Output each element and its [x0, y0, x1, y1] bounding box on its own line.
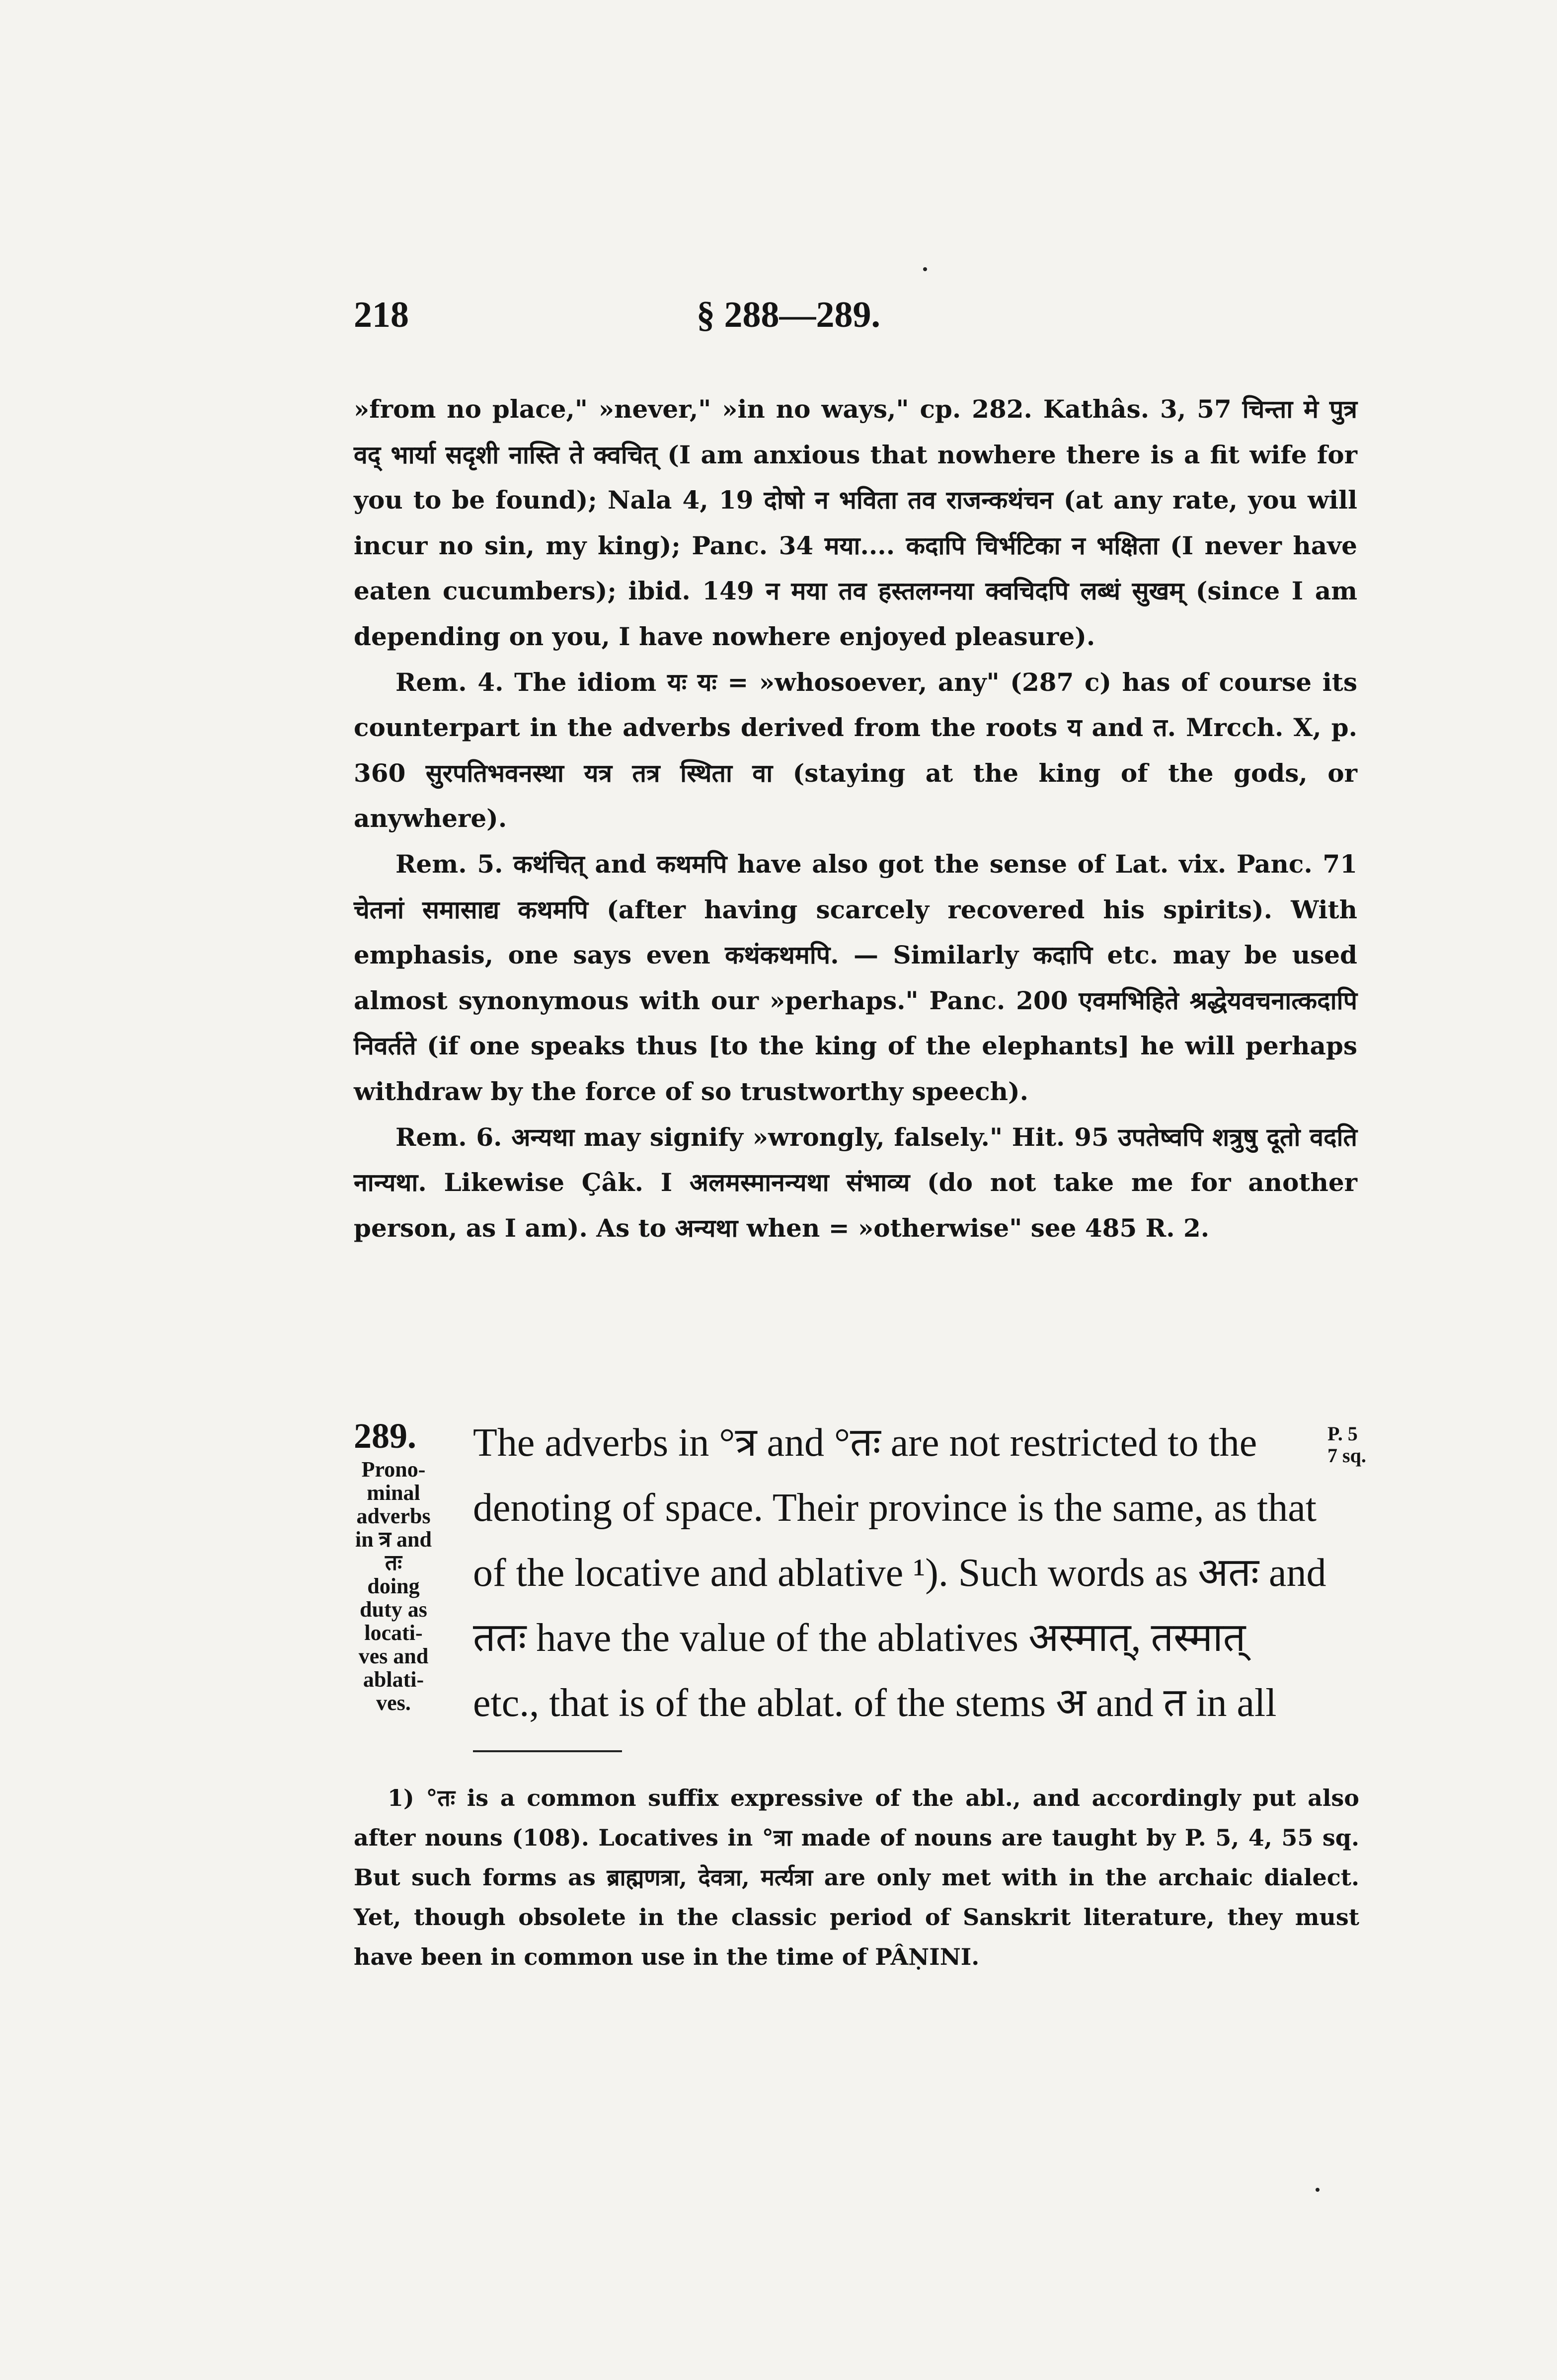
margin-note-line: Prono- — [361, 1457, 426, 1482]
footnote-text: 1) °तः is a common suffix expressive of the abl., and accordingly put also after nouns (108). Locatives in °त्रा made of nouns are taught by P. 5, 4, 55 sq. But such forms as ब्राह्मणत्रा, देवत्रा, मर्त्यत्रा are only met with in the archaic dialect. Yet, though obsolete in the classic period of Sanskrit literature, they must have been in common use in the time of PÂṆINI. — [354, 1785, 1359, 1970]
section-number: 289. — [354, 1416, 416, 1456]
body-line: denoting of space. Their province is the same, as that — [473, 1486, 1317, 1530]
running-header — [354, 294, 1149, 339]
margin-note-line: locati- — [364, 1621, 423, 1645]
margin-note-line: duty as — [360, 1597, 427, 1622]
margin-note-line: ablati- — [363, 1667, 424, 1692]
margin-note — [354, 1458, 433, 1714]
body-line: of the locative and ablative ¹). Such words as अतः and — [473, 1551, 1326, 1595]
section-range: § 288—289. — [697, 295, 880, 335]
margin-note-line: in त्र and — [355, 1527, 432, 1552]
body-line: The adverbs in °त्र and °तः are not restricted to the — [473, 1421, 1257, 1465]
print-speck — [923, 267, 927, 271]
footnote — [354, 1778, 1359, 1977]
continued-paragraph: »from no place," »never," »in no ways," cp. 282. Kathâs. 3, 57 चिन्ता मे पुत्र वद् भार्या सदृशी नास्ति ते क्वचित् (I am anxious that nowhere there is a fit wife for you to be found); Nala 4, 19 दोषो न भविता तव राजन्कथंचन (at any rate, you will incur no sin, my king); Panc. 34 मया.... कदापि चिर्भटिका न भक्षिता (I never have eaten cucumbers); ibid. 149 न मया तव हस्तलग्नया क्वचिदपि लब्धं सुखम् (since I am depending on you, I have nowhere enjoyed pleasure). — [354, 394, 1357, 651]
body-line: ततः have the value of the ablatives अस्मात्, तस्मात् — [473, 1616, 1246, 1660]
remark-6: Rem. 6. अन्यथा may signify »wrongly, falsely." Hit. 95 उपतेष्वपि शत्रुषु दूतो वदति नान्यथा. Likewise Çâk. I अलमस्मानन्यथा संभाव्य (do not take me for another person, as I am). As to अन्यथा when = »otherwise" see 485 R. 2. — [354, 1122, 1357, 1243]
margin-note-line: तः — [385, 1551, 402, 1575]
margin-ref-line: 7 sq. — [1327, 1444, 1366, 1467]
section-289-body — [473, 1411, 1367, 1736]
margin-note-line: minal — [367, 1481, 420, 1505]
margin-note-line: doing — [367, 1574, 420, 1598]
remark-5: Rem. 5. कथंचित् and कथमपि have also got the sense of Lat. vix. Panc. 71 चेतनां समासाद्य कथमपि (after having scarcely recovered his spirits). With emphasis, one says even कथंकथमपि. — Similarly कदापि etc. may be used almost synonymous with our »perhaps." Panc. 200 एवमभिहिते श्रद्धेयवचनात्कदापि निवर्तते (if one speaks thus [to the king of the elephants] he will perhaps withdraw by the force of so trustworthy speech). — [354, 849, 1357, 1106]
page-number: 218 — [354, 295, 409, 335]
right-margin-reference — [1327, 1423, 1366, 1467]
margin-ref-line: P. 5 — [1327, 1422, 1358, 1445]
margin-note-line: adverbs — [356, 1504, 431, 1528]
footnote-rule — [473, 1750, 622, 1752]
margin-note-line: ves. — [376, 1691, 411, 1715]
margin-note-line: ves and — [358, 1644, 429, 1668]
print-speck — [1316, 2188, 1320, 2192]
body-line: etc., that is of the ablat. of the stems अ and त in all — [473, 1681, 1277, 1725]
remark-4: Rem. 4. The idiom यः यः = »whosoever, any" (287 c) has of course its counterpart in the adverbs derived from the roots य and त. Mrcch. X, p. 360 सुरपतिभवनस्था यत्र तत्र स्थिता वा (staying at the king of the gods, or anywhere). — [354, 667, 1357, 833]
upper-text-block — [354, 386, 1357, 1251]
